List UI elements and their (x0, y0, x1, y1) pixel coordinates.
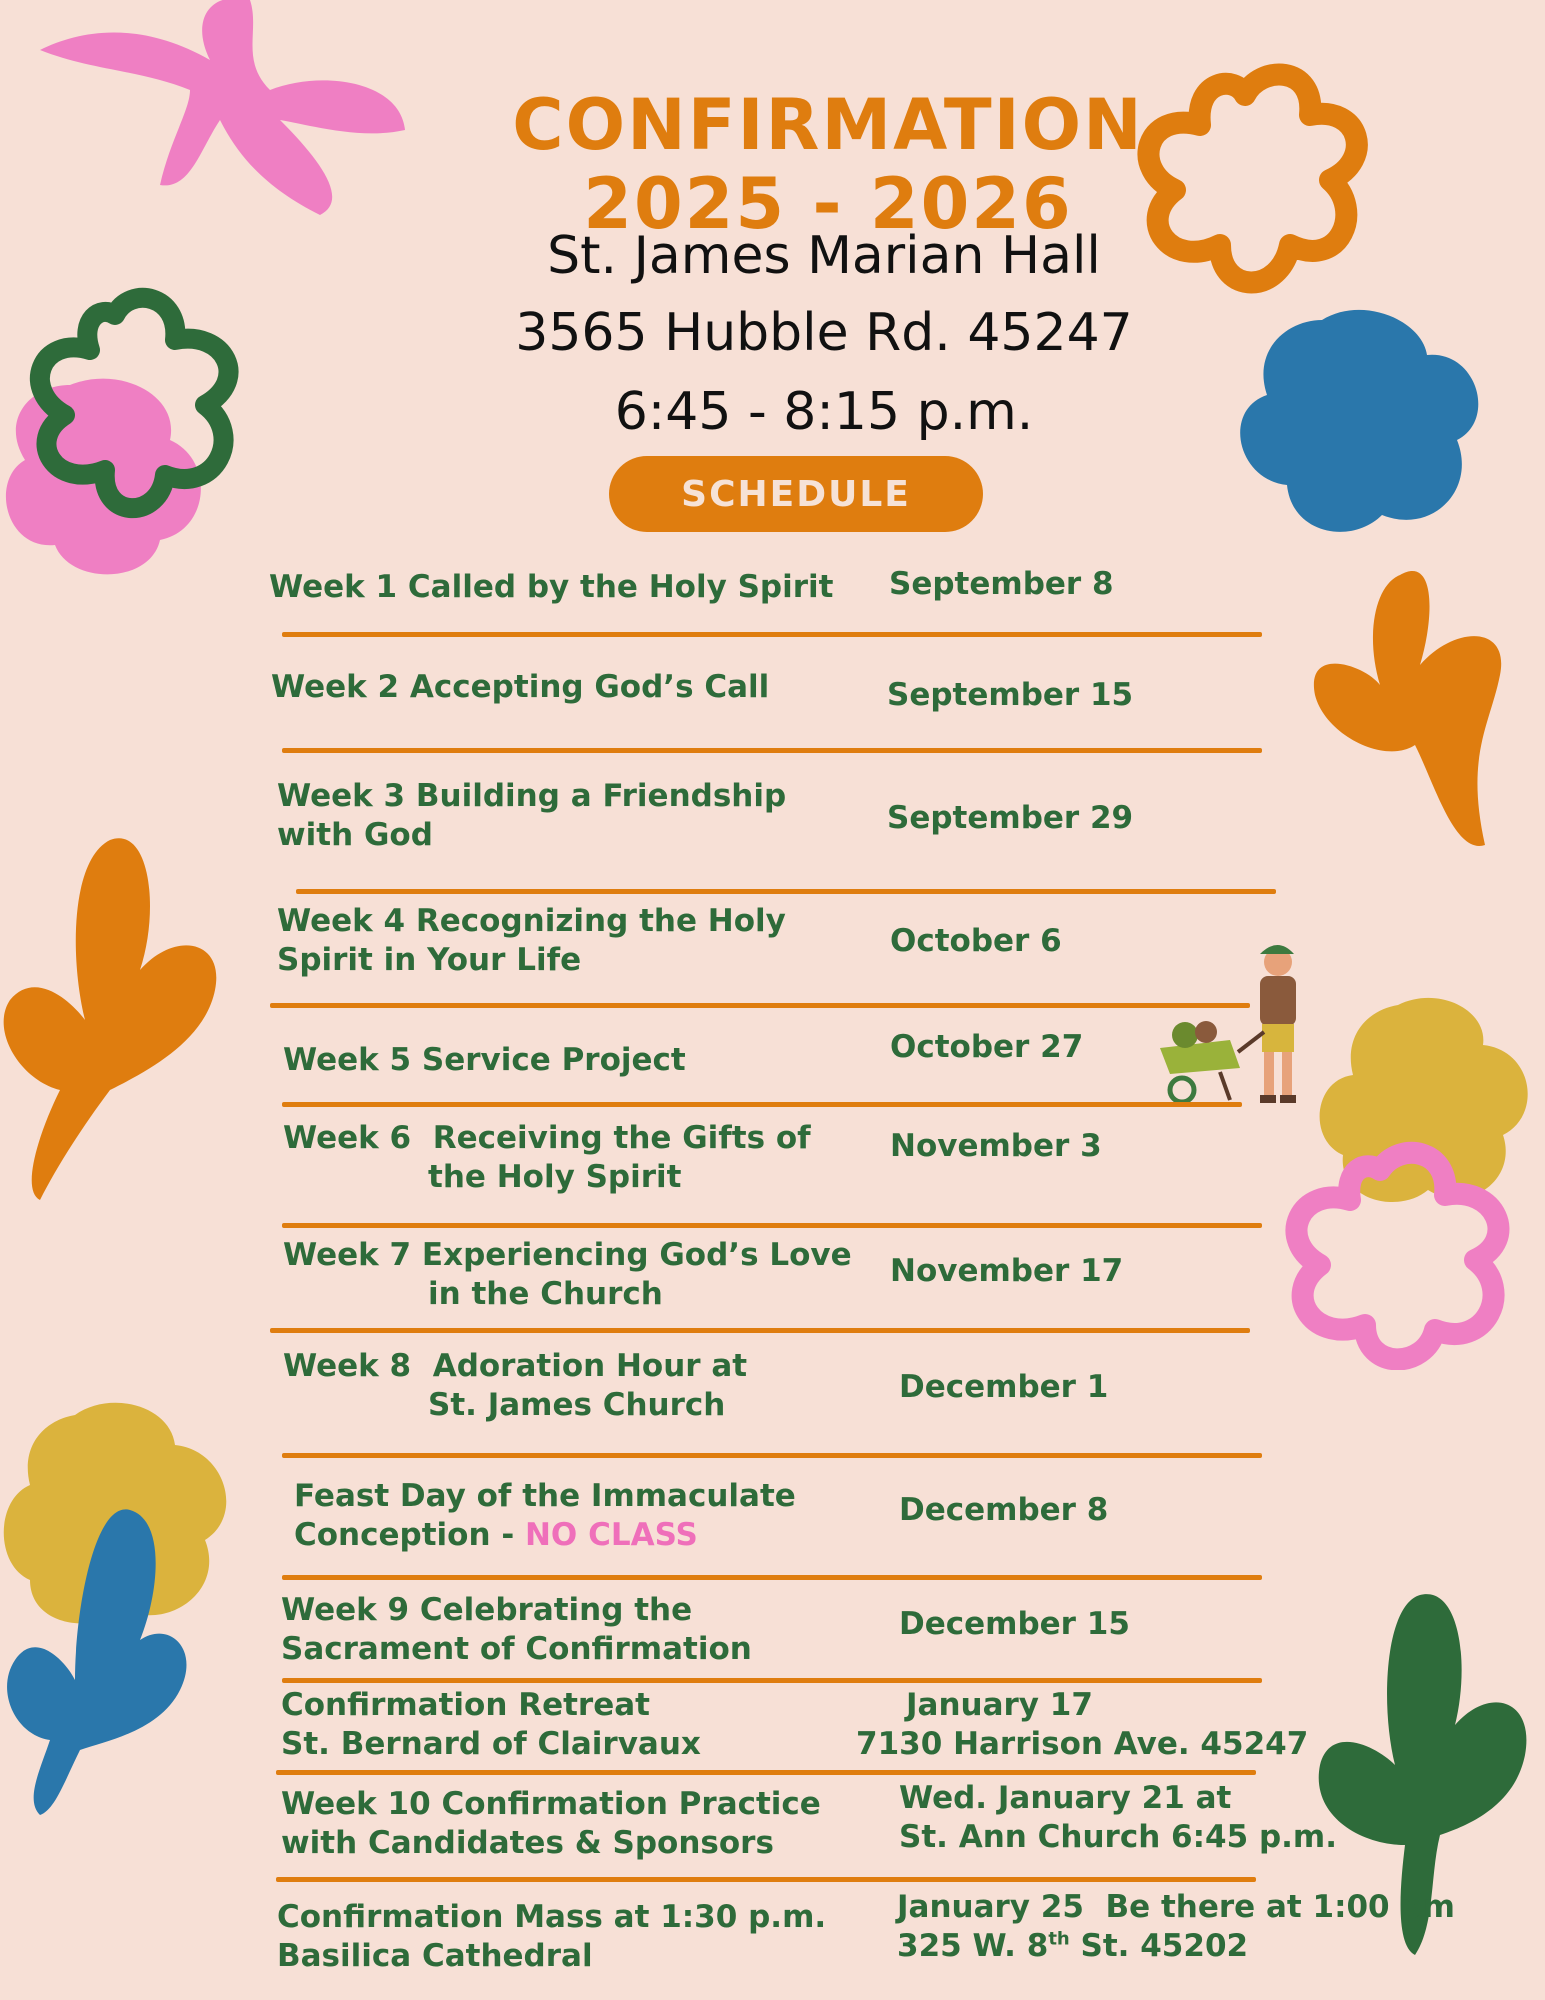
page-title: CONFIRMATION (512, 84, 1144, 166)
session-date: September 8 (889, 566, 1114, 602)
session-title: Confirmation Mass at 1:30 p.m. Basilica Cathedral (277, 1899, 827, 1974)
session-title: Feast Day of the Immaculate Conception - NO CLASS (294, 1478, 796, 1553)
session-title: Week 5 Service Project (283, 1042, 686, 1078)
divider (282, 748, 1262, 753)
session-date: January 25 Be there at 1:00 pm 325 W. 8th St. 45202 (897, 1889, 1455, 1964)
session-date: December 8 (899, 1492, 1109, 1528)
page-subtitle-year: 2025 - 2026 (583, 163, 1073, 245)
session-title: Week 2 Accepting God’s Call (271, 669, 770, 705)
divider (270, 1328, 1250, 1333)
session-date: September 15 (887, 677, 1134, 713)
session-title: Week 10 Confirmation Practice with Candidates & Sponsors (281, 1786, 821, 1861)
divider (282, 1223, 1262, 1228)
session-date: September 29 (887, 800, 1134, 836)
session-title: Week 4 Recognizing the Holy Spirit in Your Life (277, 903, 786, 978)
pink-flower-outline-icon (1270, 1140, 1525, 1370)
divider (270, 1003, 1250, 1008)
session-title: Week 3 Building a Friendship with God (277, 778, 787, 853)
session-date: November 17 (890, 1253, 1124, 1289)
divider (282, 1575, 1262, 1580)
session-date: December 15 (899, 1606, 1130, 1642)
blue-leaf-icon (0, 1500, 200, 1820)
orange-leaf-icon (0, 830, 225, 1210)
divider (276, 1877, 1256, 1882)
session-title: Confirmation Retreat St. Bernard of Clairvaux (281, 1687, 701, 1762)
session-date: October 27 (890, 1029, 1084, 1065)
session-title: Week 6 Receiving the Gifts of the Holy Spirit (283, 1120, 811, 1195)
class-time: 6:45 - 8:15 p.m. (614, 382, 1034, 442)
divider (282, 632, 1262, 637)
session-title: Week 8 Adoration Hour at St. James Church (283, 1348, 748, 1423)
session-title: Week 7 Experiencing God’s Love in the Church (283, 1237, 852, 1312)
divider (282, 1678, 1262, 1683)
session-title: Week 1 Called by the Holy Spirit (269, 569, 834, 605)
session-date: Wed. January 21 at St. Ann Church 6:45 p.m. (899, 1780, 1337, 1855)
divider (296, 889, 1276, 894)
no-class-label: NO CLASS (524, 1517, 698, 1553)
schedule-badge: SCHEDULE (609, 456, 983, 532)
divider (282, 1453, 1262, 1458)
location-address: 3565 Hubble Rd. 45247 (515, 303, 1133, 363)
divider (282, 1102, 1242, 1107)
session-date: October 6 (890, 923, 1062, 959)
divider (276, 1770, 1256, 1775)
session-date: January 17 7130 Harrison Ave. 45247 (856, 1687, 1309, 1762)
gardener-with-wheelbarrow-icon (1160, 940, 1320, 1115)
session-title: Week 9 Celebrating the Sacrament of Confirmation (281, 1592, 752, 1667)
session-date: December 1 (899, 1369, 1109, 1405)
location-name: St. James Marian Hall (547, 226, 1101, 286)
orange-leaf-icon (1305, 555, 1515, 875)
session-date: November 3 (890, 1128, 1102, 1164)
